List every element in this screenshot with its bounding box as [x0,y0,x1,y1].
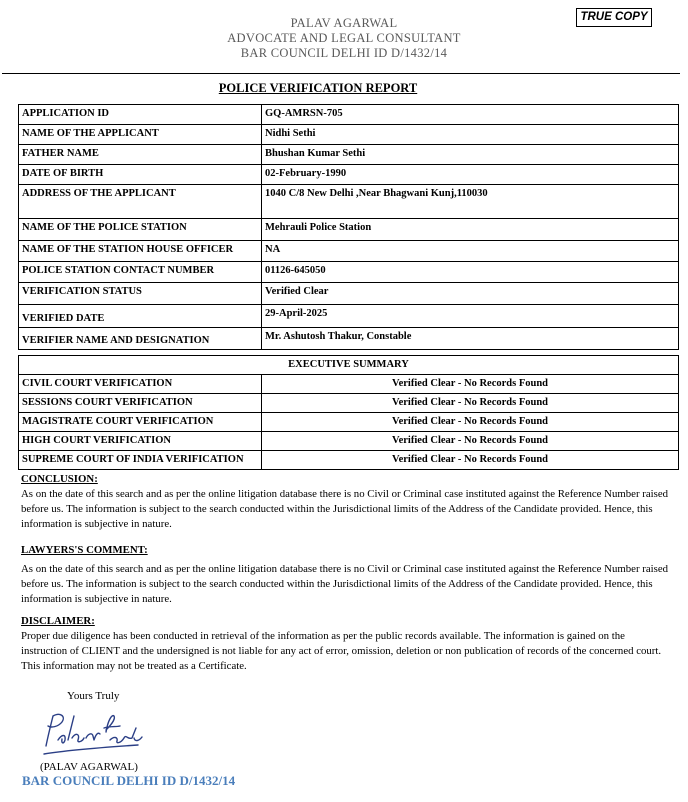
disclaimer-section [21,614,671,674]
table-row [19,105,679,125]
row-value: 1040 C/8 New Delhi ,Near Bhagwani Kunj,110030 [262,185,679,219]
disclaimer-heading: DISCLAIMER: [21,615,95,627]
court-label: SESSIONS COURT VERIFICATION [19,394,262,413]
row-value: 01126-645050 [262,262,679,283]
row-label: NAME OF THE POLICE STATION [19,219,262,241]
table-row [19,165,679,185]
conclusion-text: As on the date of this search and as per the online litigation database there is no Civil or Criminal case instituted against the Reference Number raised before us. The information is subject to the search conducted within the Jurisdictional limits of the Address of the Candidate provided. Hence, this information is subjective in nature. [21,488,669,530]
row-label: POLICE STATION CONTACT NUMBER [19,262,262,283]
row-label: VERIFIED DATE [19,305,262,328]
table-row [19,432,679,451]
header-divider [2,73,680,74]
table-row [19,219,679,241]
court-status: Verified Clear - No Records Found [262,432,679,451]
court-status: Verified Clear - No Records Found [262,394,679,413]
row-label: APPLICATION ID [19,105,262,125]
table-row [19,262,679,283]
row-value: Mr. Ashutosh Thakur, Constable [262,328,679,350]
table-row [19,394,679,413]
conclusion-section [21,472,671,532]
row-value: Verified Clear [262,283,679,305]
table-row [19,451,679,470]
table-row [19,125,679,145]
row-value: Nidhi Sethi [262,125,679,145]
row-value: Bhushan Kumar Sethi [262,145,679,165]
row-value: NA [262,241,679,262]
court-status: Verified Clear - No Records Found [262,375,679,394]
executive-summary-table [18,355,679,470]
executive-summary-title: EXECUTIVE SUMMARY [19,356,679,375]
lawyers-comment-section [21,543,671,607]
table-header-row [19,356,679,375]
lawyers-comment-text: As on the date of this search and as per the online litigation database there is no Civil or Criminal case instituted against the Reference Number raised before us. The information is subject to the search conducted within the Jurisdictional limits of the Address of the Candidate provided. Hence, this information is subjective in nature. [21,563,669,605]
row-label: FATHER NAME [19,145,262,165]
table-row [19,241,679,262]
court-label: CIVIL COURT VERIFICATION [19,375,262,394]
row-label: VERIFICATION STATUS [19,283,262,305]
table-row [19,305,679,328]
row-label: NAME OF THE APPLICANT [19,125,262,145]
court-label: MAGISTRATE COURT VERIFICATION [19,413,262,432]
header-name: PALAV AGARWAL [290,16,398,30]
row-label: VERIFIER NAME AND DESIGNATION [19,328,262,350]
court-status: Verified Clear - No Records Found [262,451,679,470]
row-value: 29-April-2025 [262,305,679,328]
header-bar-id: BAR COUNCIL DELHI ID D/1432/14 [240,46,448,60]
table-row [19,328,679,350]
conclusion-heading: CONCLUSION: [21,473,98,485]
row-label: ADDRESS OF THE APPLICANT [19,185,262,219]
court-label: HIGH COURT VERIFICATION [19,432,262,451]
header-role: ADVOCATE AND LEGAL CONSULTANT [227,31,461,45]
court-label: SUPREME COURT OF INDIA VERIFICATION [19,451,262,470]
footer-bar-id: BAR COUNCIL DELHI ID D/1432/14 [22,773,236,788]
row-value: GQ-AMRSN-705 [262,105,679,125]
lawyers-comment-heading: LAWYERS'S COMMENT: [21,544,148,556]
details-table [18,104,679,350]
table-row [19,413,679,432]
row-value: Mehrauli Police Station [262,219,679,241]
closing-text: Yours Truly [67,690,120,702]
table-row [19,375,679,394]
court-status: Verified Clear - No Records Found [262,413,679,432]
row-label: NAME OF THE STATION HOUSE OFFICER [19,241,262,262]
signatory-name: (PALAV AGARWAL) [40,761,138,773]
signature-image [38,710,148,760]
true-copy-stamp: TRUE COPY [576,8,652,27]
report-title: POLICE VERIFICATION REPORT [218,81,418,95]
row-label: DATE OF BIRTH [19,165,262,185]
row-value: 02-February-1990 [262,165,679,185]
table-row [19,185,679,219]
table-row [19,145,679,165]
disclaimer-text: Proper due diligence has been conducted in retrieval of the information as per the public records available. The information is gained on the instruction of CLIENT and the undersigned is not liable for any act of error, omission, deletion or non publication of records of the concerned court. This information may not be treated as a Certificate. [21,630,662,672]
table-row [19,283,679,305]
